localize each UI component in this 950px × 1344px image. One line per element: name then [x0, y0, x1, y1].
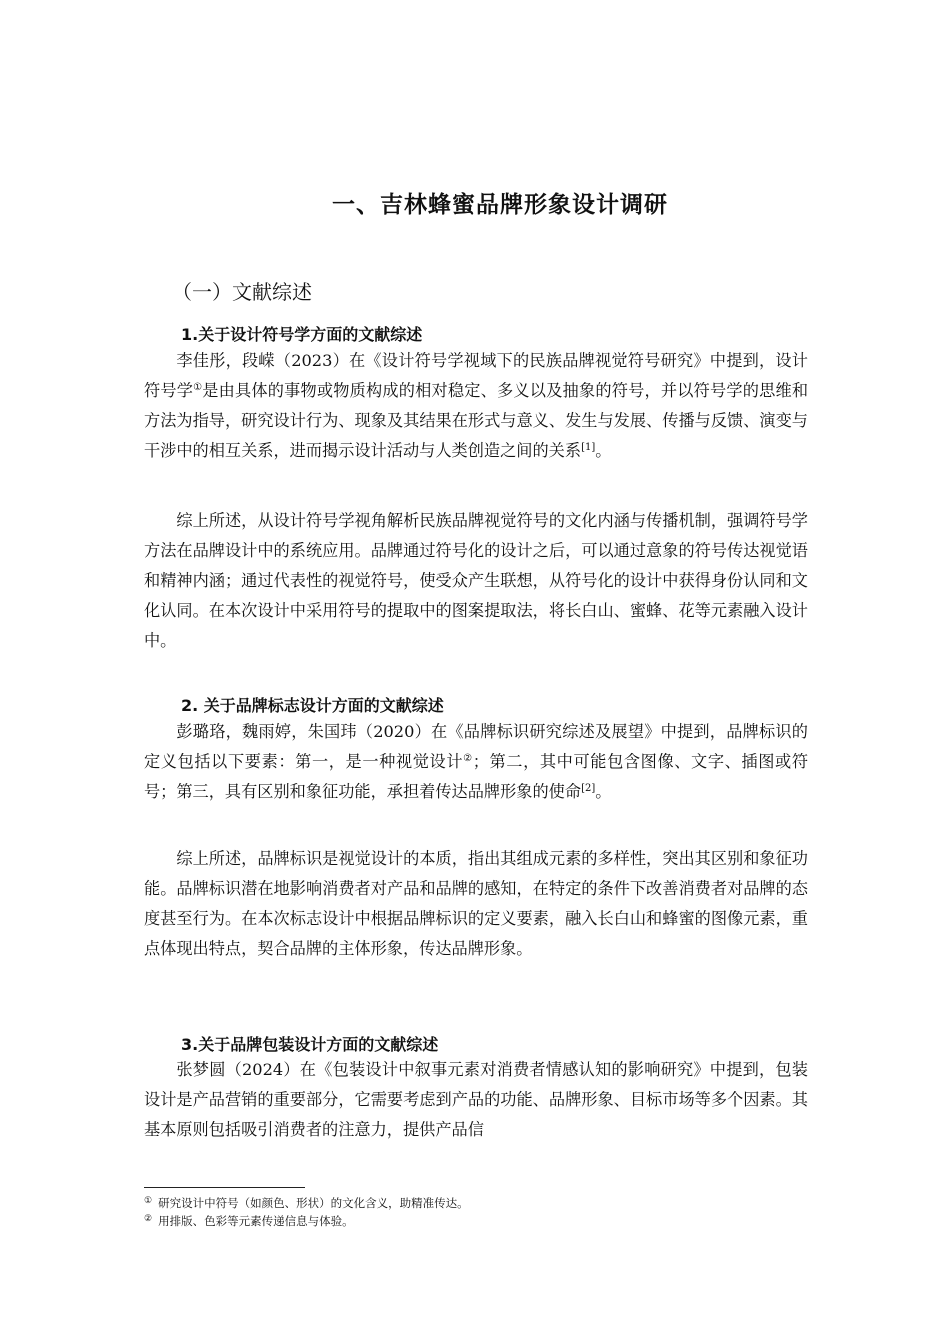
chapter-title: 一、吉林蜂蜜品牌形象设计调研 [332, 192, 668, 218]
text-run: 彭璐珞，魏雨婷，朱国玮（2020）在《品牌标识研究综述及展望》中提到，品牌标识的定义包括以下要素：第一，是一种视觉设计 [144, 722, 808, 771]
subsection-heading-1: 1.关于设计符号学方面的文献综述 [181, 325, 423, 344]
footnote-text: 用排版、色彩等元素传递信息与体验。 [158, 1214, 354, 1228]
paragraph-2-1 [144, 717, 808, 807]
text-run: 是由具体的事物或物质构成的相对稳定、多义以及抽象的符号，并以符号学的思维和方法为指导，研究设计行为、现象及其结果在形式与意义、发生与发展、传播与反馈、演变与干涉中的相互关系，进而揭示设计活动与人类创造之间的关系 [144, 381, 809, 460]
section-heading: （一）文献综述 [172, 280, 312, 304]
footnote-text: 研究设计中符号（如颜色、形状）的文化含义，助精准传达。 [158, 1196, 469, 1210]
text-run: 。 [595, 441, 612, 460]
citation-ref: [1] [581, 442, 596, 453]
citation-ref: [2] [581, 783, 596, 794]
footnote-ref: ② [463, 753, 473, 764]
footnote-mark: ② [144, 1214, 153, 1224]
footnote-divider [144, 1187, 305, 1188]
text-run: 李佳彤，段嵘（2023）在《设计符号学视域下的民族品牌视觉符号研究》中提到，设计符号学 [144, 351, 808, 400]
text-run: 。 [595, 782, 612, 801]
paragraph-3-1: 张梦圆（2024）在《包装设计中叙事元素对消费者情感认知的影响研究》中提到，包装设计是产品营销的重要部分，它需要考虑到产品的功能、品牌形象、目标市场等多个因素。其基本原则包括吸引消费者的注意力，提供产品信 [144, 1060, 808, 1139]
paragraph-1-2: 综上所述，从设计符号学视角解析民族品牌视觉符号的文化内涵与传播机制，强调符号学方法在品牌设计中的系统应用。品牌通过符号化的设计之后，可以通过意象的符号传达视觉语和精神内涵；通过代表性的视觉符号，使受众产生联想，从符号化的设计中获得身份认同和文化认同。在本次设计中采用符号的提取中的图案提取法，将长白山、蜜蜂、花等元素融入设计中。 [144, 511, 808, 650]
paragraph-2-2: 综上所述，品牌标识是视觉设计的本质，指出其组成元素的多样性，突出其区别和象征功能。品牌标识潜在地影响消费者对产品和品牌的感知，在特定的条件下改善消费者对品牌的态度甚至行为。在本次标志设计中根据品牌标识的定义要素，融入长白山和蜂蜜的图像元素，重点体现出特点，契合品牌的主体形象，传达品牌形象。 [144, 849, 808, 958]
subsection-heading-3: 3.关于品牌包装设计方面的文献综述 [181, 1035, 439, 1054]
footnote-ref: ① [193, 382, 203, 393]
footnote-2 [144, 1211, 354, 1229]
footnote-mark: ① [144, 1196, 153, 1206]
footnote-1 [144, 1193, 469, 1211]
subsection-heading-2: 2. 关于品牌标志设计方面的文献综述 [181, 696, 444, 715]
paragraph-1-1 [144, 346, 808, 466]
text-run: ；第二，其中可能包含图像、文字、插图或符号；第三，具有区别和象征功能，承担着传达品牌形象的使命 [144, 752, 809, 801]
